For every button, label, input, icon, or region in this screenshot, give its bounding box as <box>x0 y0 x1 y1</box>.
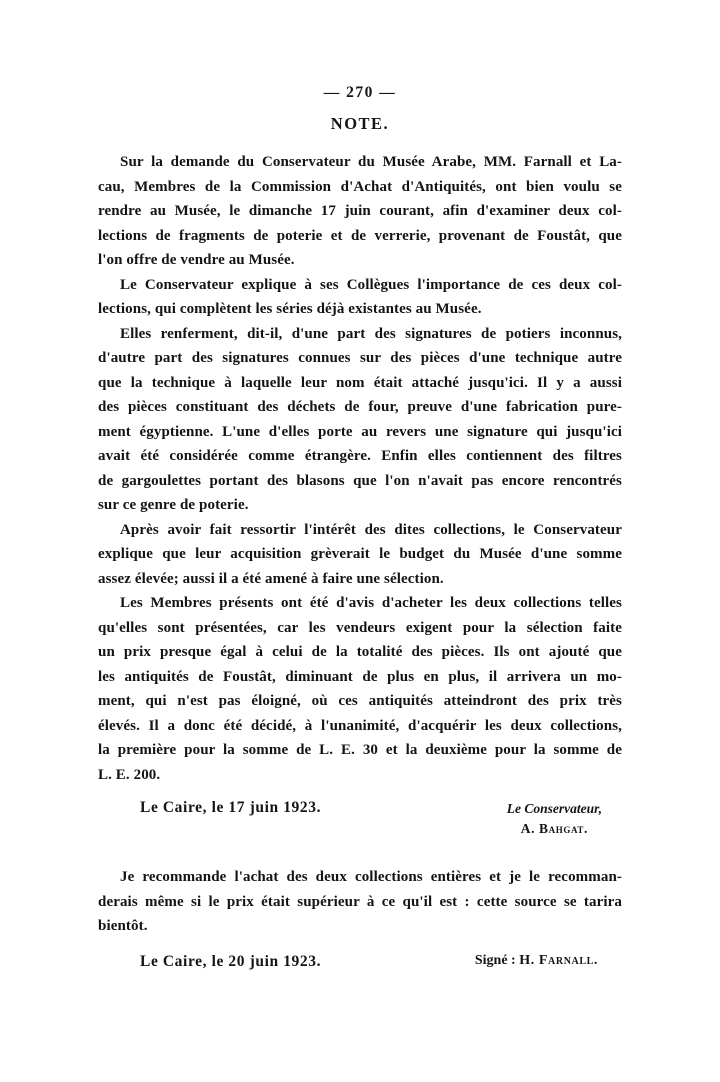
text-line: l'on offre de vendre au Musée. <box>98 252 295 268</box>
page-number: — 270 — <box>323 84 397 101</box>
recommendation-body <box>98 865 622 939</box>
paragraph <box>98 322 622 518</box>
signature-farnall <box>475 953 598 969</box>
text-line: assez élevée; aussi il a été amené à faire une sélection. <box>98 570 444 587</box>
signed-label: Signé : <box>474 952 516 968</box>
page-content <box>98 84 622 971</box>
text-line: rendre au Musée, le dimanche 17 juin courant, afin d'examiner deux col- <box>98 203 622 219</box>
text-line: Le Conservateur explique à ses Collègues l'importance de ces deux col- <box>120 276 622 293</box>
text-line: Elles renferment, dit-il, d'une part des signatures de potiers inconnus, <box>120 325 622 342</box>
note-body <box>98 150 622 787</box>
text-line: cau, Membres de la Commission d'Achat d'Antiquités, ont bien voulu se <box>98 178 622 195</box>
paragraph <box>98 273 622 322</box>
signatory-name-farnall: H. Farnall. <box>519 952 598 968</box>
text-line: les antiquités de Foustât, diminuant de plus en plus, il arrivera un mo- <box>98 668 622 685</box>
text-line: bientôt. <box>98 918 148 934</box>
text-line: des pièces constituant des déchets de four, preuve d'une fabrication pure- <box>98 399 622 415</box>
text-line: un prix presque égal à celui de la totalité des pièces. Ils ont ajouté que <box>98 644 622 660</box>
dateline-20-juin: Le Caire, le 20 juin 1923. <box>140 952 322 970</box>
document-title: NOTE. <box>330 114 390 133</box>
paragraph <box>98 865 622 939</box>
text-line: lections de fragments de poterie et de verrerie, provenant de Foustât, que <box>98 227 622 244</box>
paragraph <box>98 518 622 592</box>
text-line: derais même si le prix était supérieur à ce qu'il est : cette source se tarira <box>98 893 622 910</box>
text-line: sur ce genre de poterie. <box>98 497 249 513</box>
text-line: avait été considérée comme étrangère. Enfin elles contiennent des filtres <box>98 448 622 464</box>
text-line: ment égyptienne. L'une d'elles porte au revers une signature qui jusqu'ici <box>98 423 622 440</box>
text-line: Je recommande l'achat des deux collections entières et je le recomman- <box>120 869 622 885</box>
text-line: que la technique à laquelle leur nom était attaché jusqu'ici. Il y a aussi <box>98 374 622 391</box>
text-line: Après avoir fait ressortir l'intérêt des dites collections, le Conservateur <box>120 521 622 538</box>
text-line: Sur la demande du Conservateur du Musée Arabe, MM. Farnall et La- <box>120 154 622 170</box>
text-line: de gargoulettes portant des blasons que l'on n'avait pas encore rencontrés <box>98 472 622 489</box>
signature-conservateur <box>507 799 602 839</box>
signature-block-farnall <box>98 953 622 971</box>
signatory-role: Le Conservateur, <box>506 801 602 816</box>
text-line: élevés. Il a donc été décidé, à l'unanimité, d'acquérir les deux collections, <box>98 717 622 734</box>
text-line: d'autre part des signatures connues sur des pièces d'une technique autre <box>98 350 622 366</box>
text-line: lections, qui complètent les séries déjà existantes au Musée. <box>98 301 482 317</box>
text-line: qu'elles sont présentées, car les vendeurs exigent pour la sélection faite <box>98 619 622 636</box>
signatory-name-bahgat: A. Bahgat. <box>520 821 588 836</box>
text-line: la première pour la somme de L. E. 30 et la deuxième pour la somme de <box>98 742 622 758</box>
signature-block-conservateur <box>98 799 622 839</box>
text-line: explique que leur acquisition grèverait le budget du Musée d'une somme <box>98 546 622 562</box>
text-line: Les Membres présents ont été d'avis d'acheter les deux collections telles <box>120 595 622 611</box>
paragraph <box>98 150 622 273</box>
paragraph <box>98 591 622 787</box>
text-line: L. E. 200. <box>98 766 161 783</box>
dateline-17-juin: Le Caire, le 17 juin 1923. <box>140 799 322 816</box>
text-line: ment, qui n'est pas éloigné, où ces antiquités atteindront des prix très <box>98 693 622 709</box>
